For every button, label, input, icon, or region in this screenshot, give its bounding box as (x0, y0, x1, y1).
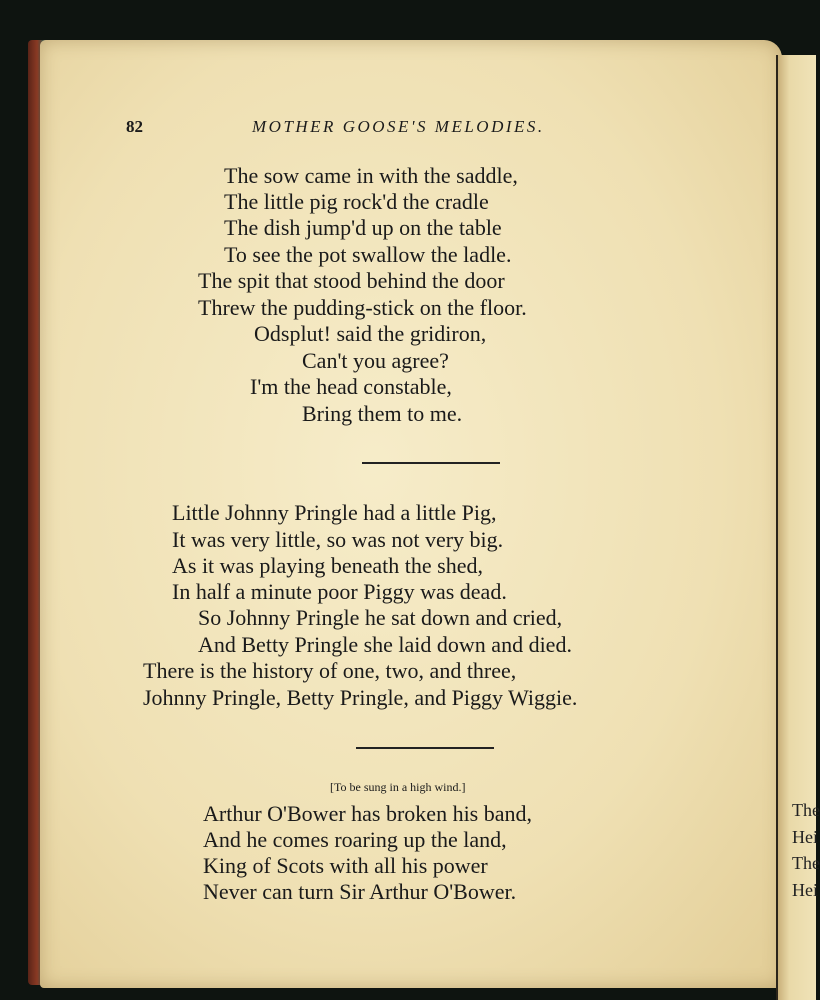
facing-page-fragment: The (792, 800, 820, 820)
section-divider (356, 747, 494, 749)
poem-line: Threw the pudding-stick on the floor. (198, 295, 527, 320)
poem-note: [To be sung in a high wind.] (330, 780, 466, 794)
poem-line: Little Johnny Pringle had a little Pig, (172, 500, 497, 525)
poem-line: The little pig rock'd the cradle (224, 189, 489, 214)
section-divider (362, 462, 500, 464)
facing-page-edge (776, 55, 820, 1000)
poem-line: Bring them to me. (302, 401, 463, 426)
facing-page-fragment: The (792, 853, 820, 873)
poem-line: The dish jump'd up on the table (224, 215, 502, 240)
poem-line: Can't you agree? (302, 348, 449, 373)
poem-line: The spit that stood behind the door (198, 268, 505, 293)
poem-line: Odsplut! said the gridiron, (254, 321, 487, 346)
poem-line: And Betty Pringle she laid down and died. (198, 632, 572, 657)
running-title: MOTHER GOOSE'S MELODIES. (252, 117, 545, 136)
page-header (0, 117, 814, 141)
poem-line: King of Scots with all his power (203, 853, 488, 878)
poem-line: So Johnny Pringle he sat down and cried, (198, 605, 563, 630)
facing-page-fragment: Hei (792, 880, 818, 900)
poem-line: To see the pot swallow the ladle. (224, 242, 512, 267)
poem-line: As it was playing beneath the shed, (172, 553, 483, 578)
page-number: 82 (126, 117, 143, 136)
poem-line: The sow came in with the saddle, (224, 163, 518, 188)
poem-line: In half a minute poor Piggy was dead. (172, 579, 507, 604)
poem-line: Johnny Pringle, Betty Pringle, and Piggy Wiggie. (143, 685, 578, 710)
poem-line: It was very little, so was not very big. (172, 527, 504, 552)
poem-line: Arthur O'Bower has broken his band, (203, 801, 533, 826)
poem-line: There is the history of one, two, and three, (143, 658, 517, 683)
poem-line: And he comes roaring up the land, (203, 827, 507, 852)
poem-line: I'm the head constable, (250, 374, 452, 399)
poem-line: Never can turn Sir Arthur O'Bower. (203, 879, 517, 904)
facing-page-fragment: Hei (792, 827, 818, 847)
